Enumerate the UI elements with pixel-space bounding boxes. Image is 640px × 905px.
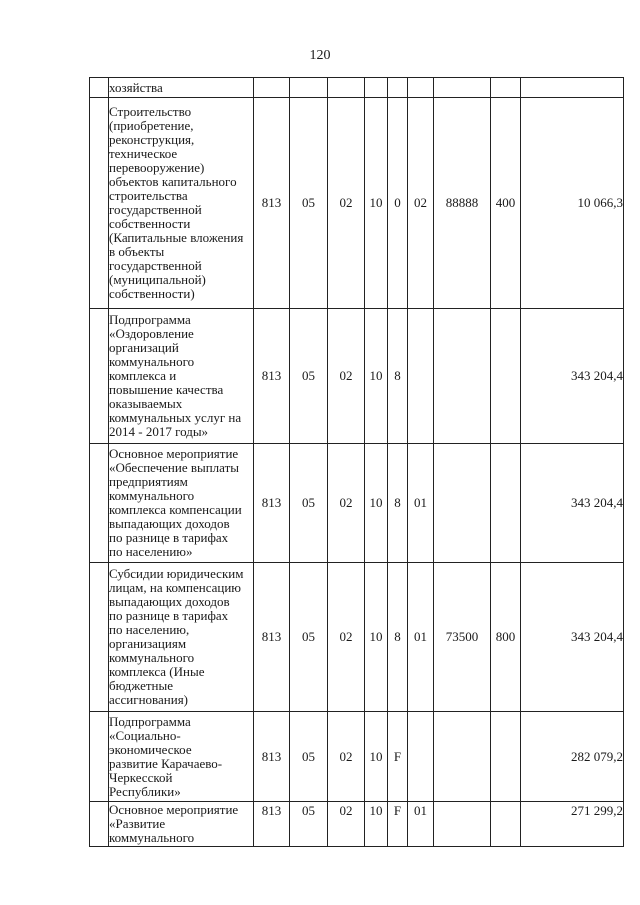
section-code-cell: 05 [290,98,328,309]
subsection-code-cell: 02 [328,309,365,444]
ministry-code-cell: 813 [254,563,290,712]
blank-cell [90,309,109,444]
ministry-code-cell: 813 [254,309,290,444]
subprogram-code-cell: 0 [388,98,408,309]
table-row [90,98,624,309]
subprogram-code-cell: 8 [388,563,408,712]
table-row [90,802,624,847]
row-description: хозяйства [109,78,254,98]
activity-code-cell [408,309,434,444]
program-code-cell: 10 [365,309,388,444]
subsection-code-cell: 02 [328,802,365,847]
blank-cell [90,712,109,802]
section-code-cell: 05 [290,712,328,802]
program-code-cell: 10 [365,802,388,847]
ministry-code-cell: 813 [254,802,290,847]
subprogram-code-cell: F [388,712,408,802]
amount-cell: 343 204,4 [521,563,624,712]
ministry-code-cell [254,78,290,98]
section-code-cell: 05 [290,563,328,712]
direction-code-cell [434,309,491,444]
subsection-code-cell [328,78,365,98]
expense-type-code-cell [491,802,521,847]
subprogram-code-cell: 8 [388,444,408,563]
row-description: Подпрограмма «Оздоровление организаций коммунального комплекса и повышение качества оказываемых коммунальных услуг на 2014 - 2017 годы» [109,309,254,444]
blank-cell [90,98,109,309]
subprogram-code-cell: F [388,802,408,847]
subsection-code-cell: 02 [328,444,365,563]
section-code-cell: 05 [290,802,328,847]
expense-type-code-cell [491,712,521,802]
blank-cell [90,444,109,563]
table-row [90,309,624,444]
budget-table [89,77,624,847]
direction-code-cell [434,712,491,802]
table-row [90,444,624,563]
section-code-cell: 05 [290,444,328,563]
direction-code-cell: 88888 [434,98,491,309]
section-code-cell [290,78,328,98]
row-description: Подпрограмма «Социально- экономическое развитие Карачаево- Черкесской Республики» [109,712,254,802]
expense-type-code-cell [491,78,521,98]
table-row [90,712,624,802]
table-row [90,78,624,98]
blank-cell [90,78,109,98]
ministry-code-cell: 813 [254,444,290,563]
amount-cell: 343 204,4 [521,309,624,444]
program-code-cell: 10 [365,98,388,309]
activity-code-cell [408,712,434,802]
page-number: 120 [309,48,331,63]
blank-cell [90,802,109,847]
expense-type-code-cell [491,444,521,563]
amount-cell: 282 079,2 [521,712,624,802]
amount-cell: 271 299,2 [521,802,624,847]
subsection-code-cell: 02 [328,563,365,712]
ministry-code-cell: 813 [254,712,290,802]
blank-cell [90,563,109,712]
direction-code-cell [434,802,491,847]
row-description: Основное мероприятие «Обеспечение выплаты предприятиям коммунального комплекса компенсации выпадающих доходов по разнице в тарифах по населению» [109,444,254,563]
expense-type-code-cell: 800 [491,563,521,712]
table-row [90,563,624,712]
direction-code-cell [434,444,491,563]
program-code-cell: 10 [365,444,388,563]
activity-code-cell [408,78,434,98]
amount-cell: 10 066,3 [521,98,624,309]
subprogram-code-cell: 8 [388,309,408,444]
direction-code-cell [434,78,491,98]
activity-code-cell: 01 [408,563,434,712]
expense-type-code-cell [491,309,521,444]
expense-type-code-cell: 400 [491,98,521,309]
row-description: Субсидии юридическим лицам, на компенсацию выпадающих доходов по разнице в тарифах по населению, организациям коммунального комплекса (Иные бюджетные ассигнования) [109,563,254,712]
program-code-cell: 10 [365,712,388,802]
row-description: Строительство (приобретение, реконструкция, техническое перевооружение) объектов капитального строительства государственной собственности (Капитальные вложения в объекты государственной (муниципальной) собственности) [109,98,254,309]
subsection-code-cell: 02 [328,98,365,309]
subsection-code-cell: 02 [328,712,365,802]
section-code-cell: 05 [290,309,328,444]
amount-cell [521,78,624,98]
activity-code-cell: 02 [408,98,434,309]
activity-code-cell: 01 [408,444,434,563]
activity-code-cell: 01 [408,802,434,847]
amount-cell: 343 204,4 [521,444,624,563]
program-code-cell [365,78,388,98]
subprogram-code-cell [388,78,408,98]
ministry-code-cell: 813 [254,98,290,309]
direction-code-cell: 73500 [434,563,491,712]
program-code-cell: 10 [365,563,388,712]
row-description: Основное мероприятие «Развитие коммунального [109,802,254,847]
